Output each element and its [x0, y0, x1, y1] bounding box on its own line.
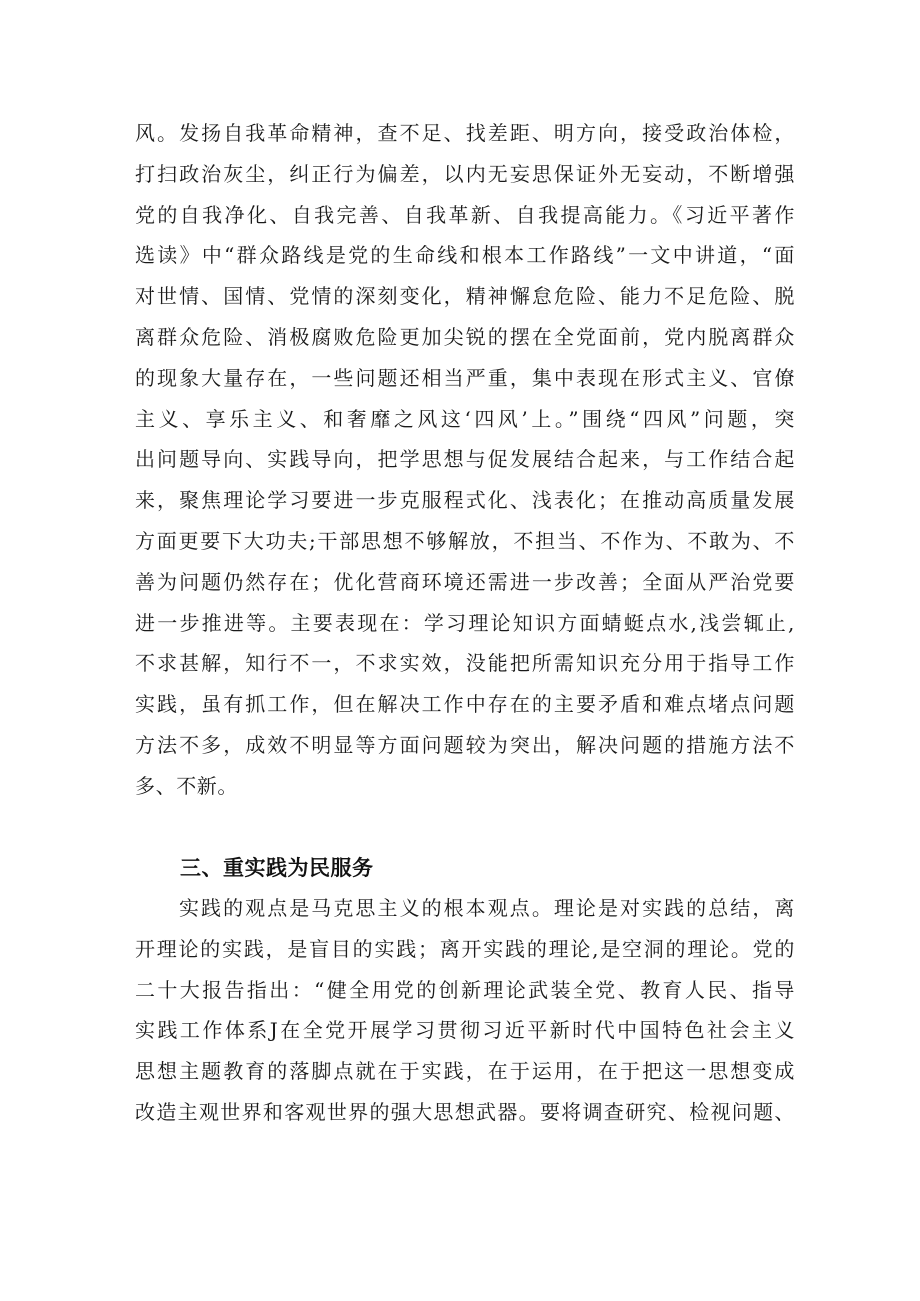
paragraph-line: 党的自我净化、自我完善、自我革新、自我提高能力。《习近平著作 — [135, 202, 795, 227]
paragraph-line: 对世情、国情、党情的深刻变化，精神懈怠危险、能力不足危险、脱 — [135, 284, 795, 309]
paragraph-line: 风。发扬自我革命精神，查不足、找差距、明方向，接受政治体检， — [135, 121, 795, 145]
paragraph-line: 思想主题教育的落脚点就在于实践，在于运用，在于把这一思想变成 — [135, 1059, 795, 1084]
paragraph-line: 实践，虽有抓工作，但在解决工作中存在的主要矛盾和难点堵点问题 — [135, 692, 795, 717]
section-heading: 三、重实践为民服务 — [180, 856, 374, 880]
paragraph-line: 打扫政治灰尘，纠正行为偏差，以内无妄思保证外无妄动，不断增强 — [135, 161, 795, 186]
paragraph-line: 善为问题仍然存在；优化营商环境还需进一步改善；全面从严治党要 — [135, 569, 795, 594]
paragraph-1 — [135, 113, 795, 807]
paragraph-line: 不求甚解，知行不一，不求实效，没能把所需知识充分用于指导工作 — [135, 651, 795, 676]
paragraph-line: 选读》中“群众路线是党的生命线和根本工作路线”一文中讲道，“面 — [135, 243, 795, 268]
paragraph-line: 二十大报告指出：“健全用党的创新理论武装全党、教育人民、指导 — [135, 977, 795, 1002]
paragraph-2 — [135, 888, 795, 1133]
paragraph-line: 的现象大量存在，一些问题还相当严重，集中表现在形式主义、官僚 — [135, 365, 795, 390]
paragraph-line: 离群众危险、消极腐败危险更加尖锐的摆在全党面前，党内脱离群众 — [135, 324, 795, 349]
paragraph-line: 进一步推进等。主要表现在：学习理论知识方面蜻蜓点水,浅尝辄止, — [135, 610, 795, 635]
paragraph-line: 主义、享乐主义、和奢靡之风这‘四风’上。”围绕“四风”问题，突 — [135, 406, 795, 431]
paragraph-line: 来，聚焦理论学习要进一步克服程式化、浅表化；在推动高质量发展 — [135, 488, 795, 513]
paragraph-line: 方法不多，成效不明显等方面问题较为突出，解决问题的措施方法不 — [135, 732, 795, 757]
paragraph-line: 实践的观点是马克思主义的根本观点。理论是对实践的总结，离 — [179, 896, 795, 920]
paragraph-line: 实践工作体系J在全党开展学习贯彻习近平新时代中国特色社会主义 — [135, 1018, 795, 1043]
paragraph-line: 方面更要下大功夫;干部思想不够解放，不担当、不作为、不敢为、不 — [135, 528, 795, 553]
paragraph-line: 开理论的实践，是盲目的实践；离开实践的理论,是空洞的理论。党的 — [135, 936, 795, 961]
paragraph-line: 出问题导向、实践导向，把学思想与促发展结合起来，与工作结合起 — [135, 447, 795, 472]
paragraph-line: 多、不新。 — [135, 773, 238, 798]
paragraph-line: 改造主观世界和客观世界的强大思想武器。要将调查研究、检视问题、 — [135, 1099, 795, 1124]
